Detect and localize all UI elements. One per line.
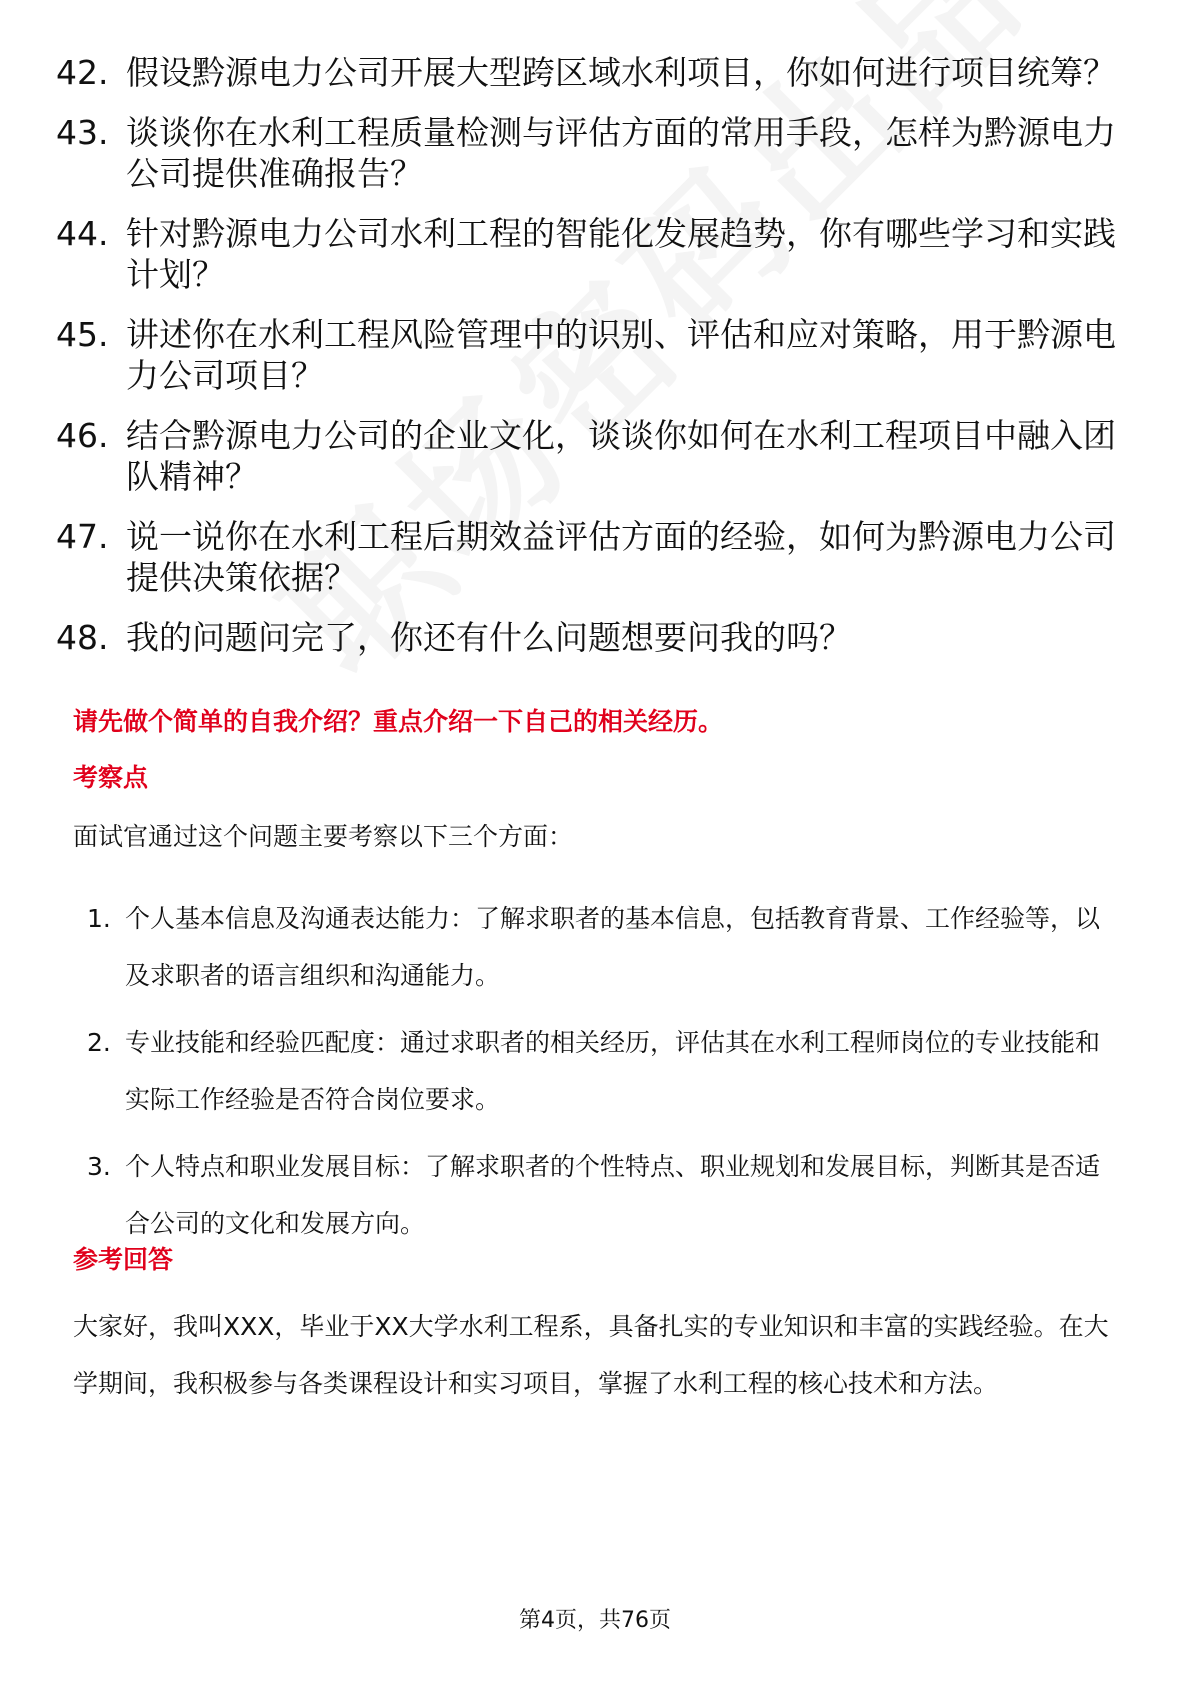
point-item [73,1014,1123,1128]
points-list [73,890,1123,1252]
question-item [56,112,1136,194]
point-number: 2. [87,1028,111,1057]
question-item [56,415,1136,497]
point-text: 专业技能和经验匹配度：通过求职者的相关经历，评估其在水利工程师岗位的专业技能和实际工作经验是否符合岗位要求。 [125,1028,1101,1114]
question-number: 45. [56,315,109,354]
answer-heading: 参考回答 [73,1245,174,1274]
question-text: 谈谈你在水利工程质量检测与评估方面的常用手段，怎样为黔源电力公司提供准确报告？ [126,113,1116,193]
question-number: 46. [56,416,109,455]
question-item [56,52,1136,93]
question-text: 假设黔源电力公司开展大型跨区域水利项目，你如何进行项目统筹？ [126,53,1116,92]
point-item [73,890,1123,1004]
question-number: 47. [56,517,109,556]
question-text: 结合黔源电力公司的企业文化，谈谈你如何在水利工程项目中融入团队精神？ [126,416,1116,496]
answer-text: 大家好，我叫XXX，毕业于XX大学水利工程系，具备扎实的专业知识和丰富的实践经验。在大学期间，我积极参与各类课程设计和实习项目，掌握了水利工程的核心技术和方法。 [73,1312,1109,1398]
point-number: 1. [87,904,111,933]
point-text: 个人特点和职业发展目标：了解求职者的个性特点、职业规划和发展目标，判断其是否适合公司的文化和发展方向。 [125,1152,1101,1238]
question-text: 讲述你在水利工程风险管理中的识别、评估和应对策略，用于黔源电力公司项目？ [126,315,1116,395]
section-title: 请先做个简单的自我介绍？重点介绍一下自己的相关经历。 [73,707,724,736]
question-item [56,314,1136,396]
question-list [56,52,1136,677]
question-number: 48. [56,618,109,657]
point-number: 3. [87,1152,111,1181]
question-number: 43. [56,113,109,152]
intro-text: 面试官通过这个问题主要考察以下三个方面： [73,822,574,851]
question-text: 我的问题问完了，你还有什么问题想要问我的吗？ [126,618,852,657]
page-footer: 第4页，共76页 [519,1608,671,1633]
question-text: 针对黔源电力公司水利工程的智能化发展趋势，你有哪些学习和实践计划？ [126,214,1116,294]
question-number: 42. [56,53,109,92]
question-item [56,617,1136,658]
point-item [73,1138,1123,1252]
question-number: 44. [56,214,109,253]
kaochadian-heading: 考察点 [73,763,149,792]
question-item [56,213,1136,295]
point-text: 个人基本信息及沟通表达能力：了解求职者的基本信息，包括教育背景、工作经验等，以及求职者的语言组织和沟通能力。 [125,904,1101,990]
question-text: 说一说你在水利工程后期效益评估方面的经验，如何为黔源电力公司提供决策依据？ [126,517,1116,597]
question-item [56,516,1136,598]
